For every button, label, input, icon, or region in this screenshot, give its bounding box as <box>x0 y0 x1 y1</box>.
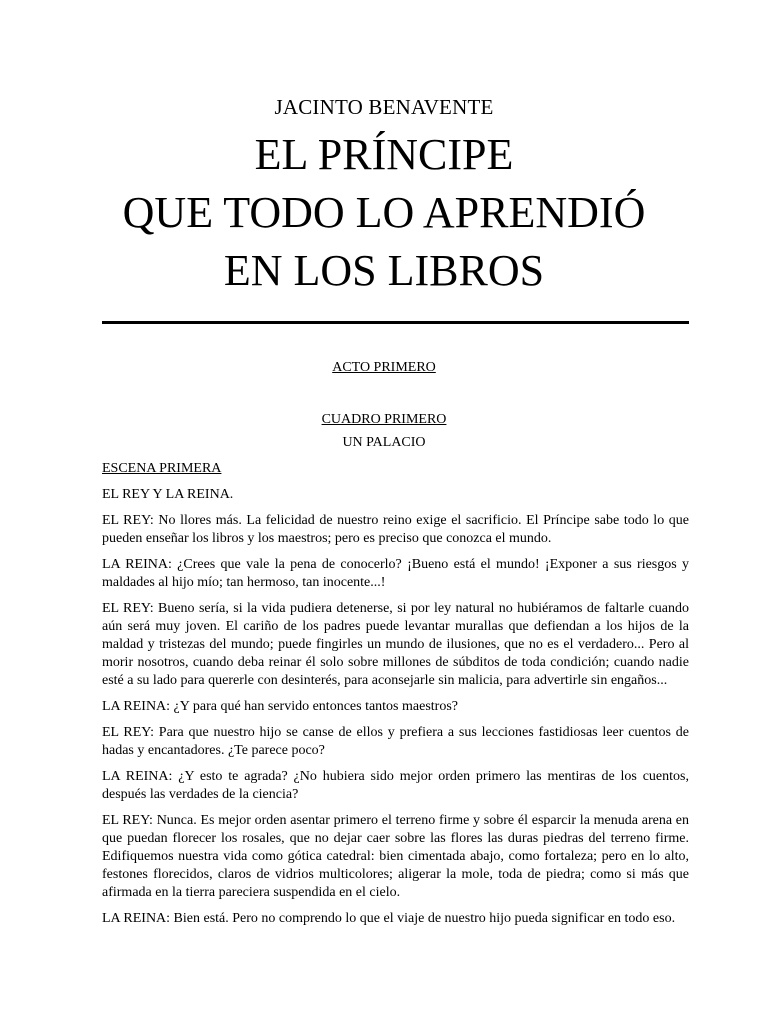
dialogue-paragraph: LA REINA: ¿Crees que vale la pena de conocerlo? ¡Bueno está el mundo! ¡Exponer a sus riesgos y maldades al hijo mío; tan hermoso, tan inocente...! <box>102 557 689 590</box>
author-name: JACINTO BENAVENTE <box>274 95 494 119</box>
title-divider <box>102 321 689 324</box>
play-text <box>102 460 689 936</box>
book-title <box>0 126 768 300</box>
dialogue-paragraph: LA REINA: ¿Y para qué han servido entonces tantos maestros? <box>102 699 458 714</box>
setting-heading: UN PALACIO <box>342 435 426 450</box>
dialogue-paragraph: EL REY: Bueno sería, si la vida pudiera detenerse, si por ley natural no hubiéramos de faltarle cuando aún será muy joven. El cariño de los padres puede levantar murallas que defiendan a los hijos de la maldad y tristezas del mundo; puede fingirles un mundo de ilusiones, que no es el verdadero... Pero al morir nosotros, cuando deba reinar él solo sobre millones de súbditos de toda condición; cuando nadie esté a su lado para quererle con desinterés, para aconsejarle sin malicia, para advertirle sin engaños... <box>102 601 689 688</box>
dialogue-paragraph: EL REY: Para que nuestro hijo se canse de ellos y prefiera a sus lecciones fastidiosas leer cuentos de hadas y encantadores. ¿Te parece poco? <box>102 725 689 758</box>
dialogue-paragraph: LA REINA: ¿Y esto te agrada? ¿No hubiera sido mejor orden primero las mentiras de los cuentos, después las verdades de la ciencia? <box>102 769 689 802</box>
dialogue-paragraph: EL REY: No llores más. La felicidad de nuestro reino exige el sacrificio. El Príncipe sabe todo lo que pueden enseñar los libros y los maestros; pero es preciso que conozca el mundo. <box>102 513 689 546</box>
dialogue-paragraph: EL REY: Nunca. Es mejor orden asentar primero el terreno firme y sobre él esparcir la menuda arena en que puedan florecer los rosales, que no dejar caer sobre las flores las duras piedras del terreno firme. Edifiquemos nuestra vida como gótica catedral: bien cimentada abajo, como fortaleza; pero en lo alto, festones florecidos, claros de vidrios multicolores; aligerar la mole, toda de piedra; como si más que afirmada en la tierra pareciera suspendida en el cielo. <box>102 813 689 900</box>
scene-heading: ESCENA PRIMERA <box>102 461 222 476</box>
title-line-2: QUE TODO LO APRENDIÓ <box>122 188 646 237</box>
dialogue-paragraph: LA REINA: Bien está. Pero no comprendo lo que el viaje de nuestro hijo pueda significar en todo eso. <box>102 911 676 926</box>
dialogue-paragraph: EL REY Y LA REINA. <box>102 487 234 502</box>
act-heading: ACTO PRIMERO <box>332 360 436 375</box>
title-line-1: EL PRÍNCIPE <box>254 130 514 179</box>
title-line-3: EN LOS LIBROS <box>223 246 545 295</box>
tableau-heading: CUADRO PRIMERO <box>321 412 447 427</box>
